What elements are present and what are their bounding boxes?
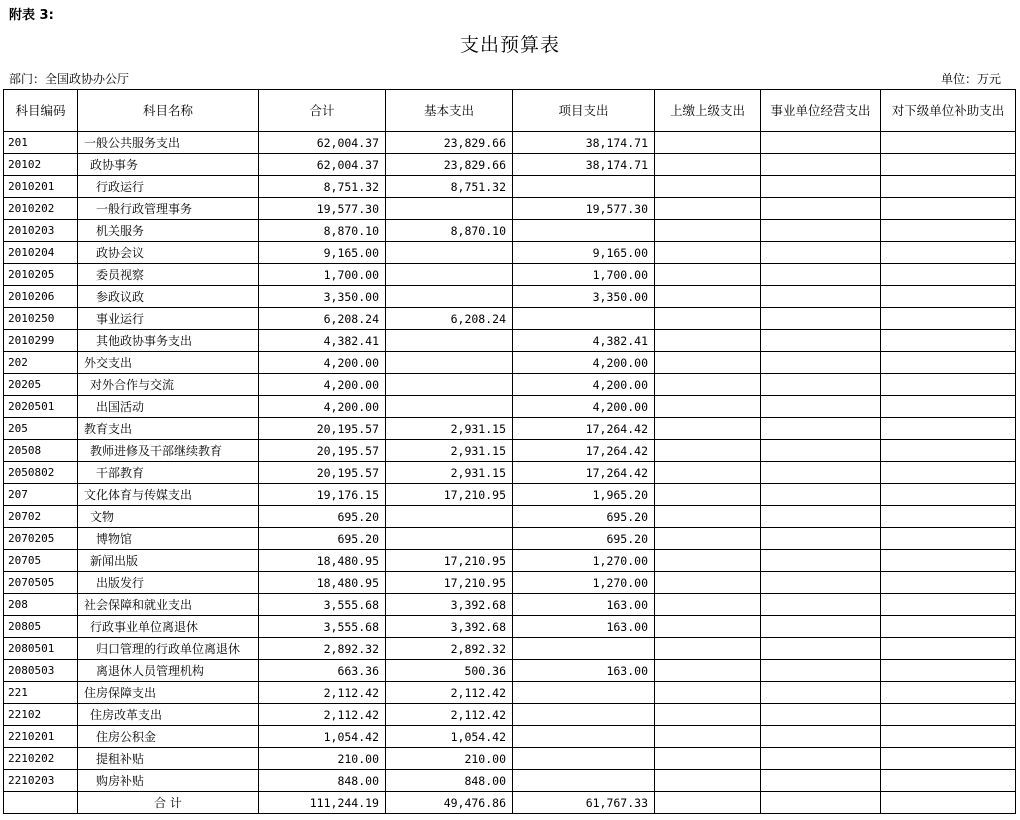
cell-business	[761, 242, 881, 264]
cell-upper	[655, 704, 761, 726]
cell-total: 8,751.32	[259, 176, 386, 198]
cell-subsidy	[881, 462, 1016, 484]
cell-total: 663.36	[259, 660, 386, 682]
cell-code: 2010204	[4, 242, 78, 264]
cell-basic: 500.36	[386, 660, 513, 682]
cell-basic: 2,112.42	[386, 682, 513, 704]
cell-business	[761, 418, 881, 440]
table-row	[4, 308, 1016, 330]
cell-total: 2,112.42	[259, 704, 386, 726]
expenditure-budget-table	[3, 89, 1016, 814]
table-row	[4, 286, 1016, 308]
cell-subsidy	[881, 528, 1016, 550]
header-total: 合计	[259, 90, 386, 132]
cell-business	[761, 176, 881, 198]
table-row	[4, 440, 1016, 462]
cell-basic	[386, 242, 513, 264]
cell-code: 2050802	[4, 462, 78, 484]
table-row	[4, 726, 1016, 748]
cell-subsidy	[881, 506, 1016, 528]
cell-name: 住房公积金	[78, 726, 259, 748]
cell-basic: 2,931.15	[386, 418, 513, 440]
cell-code: 2010201	[4, 176, 78, 198]
table-row	[4, 638, 1016, 660]
cell-business	[761, 330, 881, 352]
cell-subsidy	[881, 352, 1016, 374]
cell-basic: 2,931.15	[386, 440, 513, 462]
table-row	[4, 770, 1016, 792]
cell-code: 2010203	[4, 220, 78, 242]
cell-subsidy	[881, 770, 1016, 792]
cell-business	[761, 396, 881, 418]
cell-code: 2010250	[4, 308, 78, 330]
table-row	[4, 748, 1016, 770]
cell-name: 购房补贴	[78, 770, 259, 792]
cell-project: 61,767.33	[513, 792, 655, 814]
cell-name: 文化体育与传媒支出	[78, 484, 259, 506]
cell-business	[761, 528, 881, 550]
cell-code: 2210201	[4, 726, 78, 748]
cell-total: 4,200.00	[259, 374, 386, 396]
page-title: 支出预算表	[459, 34, 560, 56]
cell-code: 2010206	[4, 286, 78, 308]
cell-project: 695.20	[513, 528, 655, 550]
cell-name: 教育支出	[78, 418, 259, 440]
table-row	[4, 704, 1016, 726]
header-business: 事业单位经营支出	[761, 90, 881, 132]
cell-basic: 17,210.95	[386, 550, 513, 572]
cell-subsidy	[881, 682, 1016, 704]
cell-business	[761, 506, 881, 528]
cell-name: 行政运行	[78, 176, 259, 198]
table-row	[4, 616, 1016, 638]
cell-name: 一般行政管理事务	[78, 198, 259, 220]
cell-total: 9,165.00	[259, 242, 386, 264]
cell-code	[4, 792, 78, 814]
cell-basic	[386, 528, 513, 550]
cell-basic: 2,892.32	[386, 638, 513, 660]
table-row	[4, 132, 1016, 154]
cell-total: 848.00	[259, 770, 386, 792]
cell-total: 20,195.57	[259, 440, 386, 462]
cell-name: 机关服务	[78, 220, 259, 242]
cell-upper	[655, 440, 761, 462]
table-row	[4, 396, 1016, 418]
cell-subsidy	[881, 286, 1016, 308]
cell-total: 19,176.15	[259, 484, 386, 506]
cell-business	[761, 792, 881, 814]
cell-total: 1,054.42	[259, 726, 386, 748]
cell-upper	[655, 484, 761, 506]
cell-name: 其他政协事务支出	[78, 330, 259, 352]
cell-project: 1,270.00	[513, 572, 655, 594]
header-name: 科目名称	[78, 90, 259, 132]
table-row	[4, 550, 1016, 572]
cell-business	[761, 616, 881, 638]
cell-basic: 210.00	[386, 748, 513, 770]
cell-code: 2020501	[4, 396, 78, 418]
cell-total: 62,004.37	[259, 154, 386, 176]
cell-total: 18,480.95	[259, 572, 386, 594]
cell-upper	[655, 198, 761, 220]
cell-name: 委员视察	[78, 264, 259, 286]
cell-subsidy	[881, 418, 1016, 440]
cell-upper	[655, 594, 761, 616]
cell-code: 201	[4, 132, 78, 154]
cell-code: 207	[4, 484, 78, 506]
cell-upper	[655, 682, 761, 704]
cell-project: 38,174.71	[513, 132, 655, 154]
cell-name: 文物	[78, 506, 259, 528]
cell-subsidy	[881, 374, 1016, 396]
cell-total: 2,892.32	[259, 638, 386, 660]
cell-upper	[655, 396, 761, 418]
cell-total: 4,200.00	[259, 352, 386, 374]
cell-subsidy	[881, 792, 1016, 814]
header-project: 项目支出	[513, 90, 655, 132]
cell-subsidy	[881, 660, 1016, 682]
cell-subsidy	[881, 220, 1016, 242]
cell-total: 8,870.10	[259, 220, 386, 242]
cell-total: 111,244.19	[259, 792, 386, 814]
table-row	[4, 462, 1016, 484]
cell-upper	[655, 726, 761, 748]
cell-basic: 8,751.32	[386, 176, 513, 198]
cell-name: 出国活动	[78, 396, 259, 418]
cell-code: 20102	[4, 154, 78, 176]
cell-basic: 23,829.66	[386, 154, 513, 176]
cell-name: 归口管理的行政单位离退休	[78, 638, 259, 660]
cell-total: 4,200.00	[259, 396, 386, 418]
cell-name: 合 计	[78, 792, 259, 814]
cell-basic: 3,392.68	[386, 616, 513, 638]
cell-basic: 2,931.15	[386, 462, 513, 484]
cell-code: 2070505	[4, 572, 78, 594]
cell-upper	[655, 352, 761, 374]
table-row	[4, 506, 1016, 528]
cell-basic	[386, 198, 513, 220]
cell-upper	[655, 748, 761, 770]
cell-upper	[655, 462, 761, 484]
table-row	[4, 242, 1016, 264]
cell-code: 22102	[4, 704, 78, 726]
cell-name: 干部教育	[78, 462, 259, 484]
cell-basic: 17,210.95	[386, 484, 513, 506]
cell-subsidy	[881, 440, 1016, 462]
cell-basic	[386, 286, 513, 308]
cell-code: 2070205	[4, 528, 78, 550]
cell-business	[761, 550, 881, 572]
cell-basic: 49,476.86	[386, 792, 513, 814]
cell-code: 20702	[4, 506, 78, 528]
cell-business	[761, 748, 881, 770]
cell-code: 205	[4, 418, 78, 440]
cell-code: 2010299	[4, 330, 78, 352]
cell-business	[761, 572, 881, 594]
table-row	[4, 660, 1016, 682]
cell-project	[513, 176, 655, 198]
table-row	[4, 264, 1016, 286]
cell-business	[761, 484, 881, 506]
cell-total: 62,004.37	[259, 132, 386, 154]
cell-total: 3,350.00	[259, 286, 386, 308]
table-row	[4, 198, 1016, 220]
cell-code: 221	[4, 682, 78, 704]
cell-upper	[655, 330, 761, 352]
cell-project: 1,965.20	[513, 484, 655, 506]
cell-total: 18,480.95	[259, 550, 386, 572]
cell-subsidy	[881, 198, 1016, 220]
table-row	[4, 220, 1016, 242]
cell-subsidy	[881, 726, 1016, 748]
cell-project: 163.00	[513, 594, 655, 616]
cell-project: 1,700.00	[513, 264, 655, 286]
cell-basic: 848.00	[386, 770, 513, 792]
cell-upper	[655, 616, 761, 638]
cell-business	[761, 308, 881, 330]
cell-basic	[386, 506, 513, 528]
cell-code: 20508	[4, 440, 78, 462]
cell-code: 2080503	[4, 660, 78, 682]
cell-project	[513, 704, 655, 726]
table-row	[4, 352, 1016, 374]
cell-name: 社会保障和就业支出	[78, 594, 259, 616]
cell-upper	[655, 132, 761, 154]
cell-total: 6,208.24	[259, 308, 386, 330]
header-code: 科目编码	[4, 90, 78, 132]
cell-upper	[655, 286, 761, 308]
cell-business	[761, 132, 881, 154]
table-row	[4, 374, 1016, 396]
cell-business	[761, 638, 881, 660]
cell-code: 208	[4, 594, 78, 616]
cell-business	[761, 352, 881, 374]
cell-upper	[655, 308, 761, 330]
cell-basic: 6,208.24	[386, 308, 513, 330]
cell-total: 3,555.68	[259, 594, 386, 616]
cell-project: 4,200.00	[513, 374, 655, 396]
cell-business	[761, 704, 881, 726]
cell-basic	[386, 396, 513, 418]
cell-project	[513, 638, 655, 660]
cell-business	[761, 154, 881, 176]
unit-label: 单位：万元	[940, 72, 1001, 86]
cell-upper	[655, 154, 761, 176]
cell-subsidy	[881, 484, 1016, 506]
cell-business	[761, 286, 881, 308]
header-basic: 基本支出	[386, 90, 513, 132]
cell-business	[761, 374, 881, 396]
cell-subsidy	[881, 242, 1016, 264]
cell-subsidy	[881, 594, 1016, 616]
cell-project: 4,382.41	[513, 330, 655, 352]
table-row	[4, 572, 1016, 594]
cell-total: 2,112.42	[259, 682, 386, 704]
cell-basic	[386, 330, 513, 352]
cell-total: 210.00	[259, 748, 386, 770]
cell-project: 163.00	[513, 660, 655, 682]
cell-subsidy	[881, 308, 1016, 330]
cell-subsidy	[881, 396, 1016, 418]
cell-name: 对外合作与交流	[78, 374, 259, 396]
cell-project: 9,165.00	[513, 242, 655, 264]
cell-business	[761, 264, 881, 286]
cell-name: 住房保障支出	[78, 682, 259, 704]
cell-upper	[655, 176, 761, 198]
cell-upper	[655, 792, 761, 814]
cell-code: 20705	[4, 550, 78, 572]
cell-subsidy	[881, 132, 1016, 154]
cell-code: 20205	[4, 374, 78, 396]
cell-business	[761, 660, 881, 682]
cell-subsidy	[881, 550, 1016, 572]
cell-project: 19,577.30	[513, 198, 655, 220]
cell-business	[761, 462, 881, 484]
cell-project: 17,264.42	[513, 440, 655, 462]
header-subsidy: 对下级单位补助支出	[881, 90, 1016, 132]
cell-business	[761, 594, 881, 616]
cell-basic	[386, 264, 513, 286]
cell-name: 政协会议	[78, 242, 259, 264]
cell-total: 20,195.57	[259, 462, 386, 484]
cell-project: 38,174.71	[513, 154, 655, 176]
cell-project	[513, 726, 655, 748]
cell-subsidy	[881, 264, 1016, 286]
table-body	[4, 132, 1016, 814]
cell-project	[513, 748, 655, 770]
cell-upper	[655, 220, 761, 242]
cell-total: 695.20	[259, 528, 386, 550]
cell-total: 20,195.57	[259, 418, 386, 440]
cell-upper	[655, 770, 761, 792]
cell-name: 教师进修及干部继续教育	[78, 440, 259, 462]
cell-basic: 17,210.95	[386, 572, 513, 594]
cell-subsidy	[881, 704, 1016, 726]
cell-project: 17,264.42	[513, 418, 655, 440]
cell-basic: 23,829.66	[386, 132, 513, 154]
cell-upper	[655, 528, 761, 550]
cell-name: 外交支出	[78, 352, 259, 374]
table-row	[4, 176, 1016, 198]
cell-business	[761, 682, 881, 704]
total-row	[4, 792, 1016, 814]
cell-project	[513, 220, 655, 242]
cell-project: 3,350.00	[513, 286, 655, 308]
cell-name: 政协事务	[78, 154, 259, 176]
cell-code: 202	[4, 352, 78, 374]
cell-upper	[655, 374, 761, 396]
header-row	[4, 90, 1016, 132]
cell-code: 2210202	[4, 748, 78, 770]
cell-business	[761, 220, 881, 242]
table-row	[4, 528, 1016, 550]
cell-code: 2010205	[4, 264, 78, 286]
cell-subsidy	[881, 748, 1016, 770]
cell-business	[761, 440, 881, 462]
annex-label: 附表 3:	[9, 8, 54, 23]
cell-project: 4,200.00	[513, 396, 655, 418]
cell-upper	[655, 638, 761, 660]
cell-business	[761, 770, 881, 792]
cell-code: 20805	[4, 616, 78, 638]
table-row	[4, 682, 1016, 704]
cell-name: 一般公共服务支出	[78, 132, 259, 154]
table-row	[4, 594, 1016, 616]
cell-subsidy	[881, 638, 1016, 660]
cell-subsidy	[881, 176, 1016, 198]
cell-name: 住房改革支出	[78, 704, 259, 726]
cell-upper	[655, 506, 761, 528]
header-upper: 上缴上级支出	[655, 90, 761, 132]
cell-code: 2010202	[4, 198, 78, 220]
cell-basic: 2,112.42	[386, 704, 513, 726]
table-row	[4, 154, 1016, 176]
cell-total: 19,577.30	[259, 198, 386, 220]
cell-business	[761, 198, 881, 220]
table-row	[4, 484, 1016, 506]
cell-total: 1,700.00	[259, 264, 386, 286]
cell-project	[513, 682, 655, 704]
cell-project: 4,200.00	[513, 352, 655, 374]
cell-basic	[386, 352, 513, 374]
cell-code: 2210203	[4, 770, 78, 792]
cell-name: 行政事业单位离退休	[78, 616, 259, 638]
cell-subsidy	[881, 154, 1016, 176]
cell-code: 2080501	[4, 638, 78, 660]
cell-basic: 8,870.10	[386, 220, 513, 242]
cell-total: 4,382.41	[259, 330, 386, 352]
cell-project	[513, 770, 655, 792]
cell-project: 1,270.00	[513, 550, 655, 572]
cell-business	[761, 726, 881, 748]
cell-basic: 3,392.68	[386, 594, 513, 616]
cell-upper	[655, 242, 761, 264]
cell-name: 参政议政	[78, 286, 259, 308]
department-label: 部门：全国政协办公厅	[9, 72, 130, 86]
cell-name: 出版发行	[78, 572, 259, 594]
cell-name: 离退休人员管理机构	[78, 660, 259, 682]
cell-upper	[655, 572, 761, 594]
table-row	[4, 330, 1016, 352]
cell-project: 163.00	[513, 616, 655, 638]
cell-subsidy	[881, 572, 1016, 594]
cell-name: 博物馆	[78, 528, 259, 550]
cell-project: 17,264.42	[513, 462, 655, 484]
cell-subsidy	[881, 616, 1016, 638]
cell-name: 新闻出版	[78, 550, 259, 572]
cell-name: 提租补贴	[78, 748, 259, 770]
cell-upper	[655, 418, 761, 440]
table-row	[4, 418, 1016, 440]
cell-upper	[655, 550, 761, 572]
cell-upper	[655, 660, 761, 682]
cell-total: 695.20	[259, 506, 386, 528]
cell-basic	[386, 374, 513, 396]
cell-upper	[655, 264, 761, 286]
cell-project	[513, 308, 655, 330]
cell-subsidy	[881, 330, 1016, 352]
cell-name: 事业运行	[78, 308, 259, 330]
cell-project: 695.20	[513, 506, 655, 528]
cell-total: 3,555.68	[259, 616, 386, 638]
cell-basic: 1,054.42	[386, 726, 513, 748]
